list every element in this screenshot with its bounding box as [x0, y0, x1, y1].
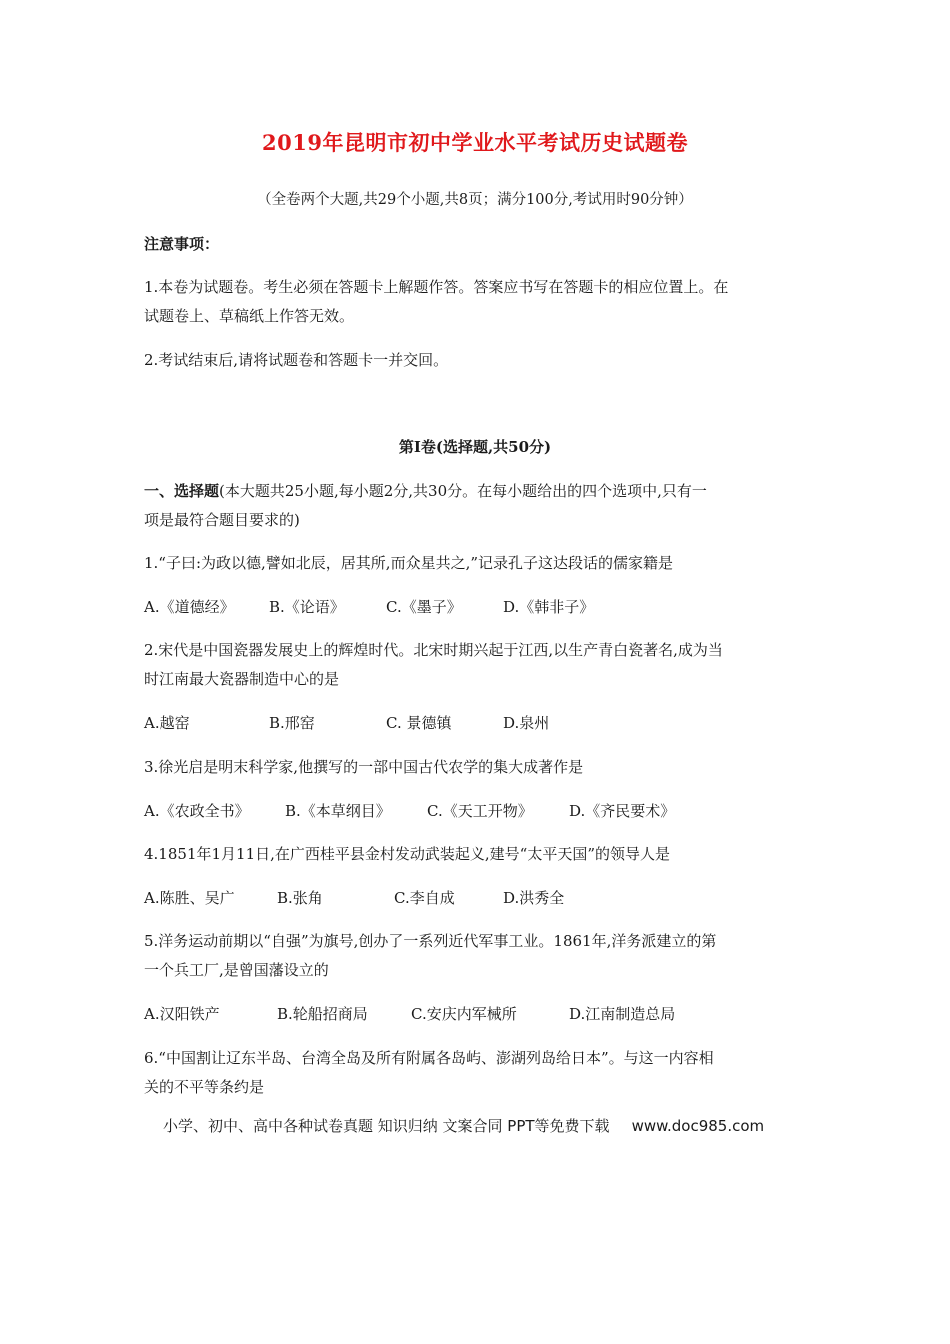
- question-2-stem-line-2: 时江南最大瓷器制造中心的是: [144, 670, 340, 688]
- question-5-stem-line-2: 一个兵工厂,是曾国藩设立的: [144, 961, 329, 979]
- footer-banner: [163, 1115, 764, 1136]
- notice-item-1-line-1: 1.本卷为试题卷。考生必须在答题卡上解题作答。答案应书写在答题卡的相应位置上。在: [144, 278, 729, 296]
- exam-subtitle: （全卷两个大题,共29个小题,共8页；满分100分,考试用时90分钟）: [257, 192, 693, 208]
- question-2-stem-line-1: 2.宋代是中国瓷器发展史上的辉煌时代。北宋时期兴起于江西,以生产青白瓷著名,成为当: [144, 641, 723, 659]
- question-3-stem: 3.徐光启是明末科学家,他撰写的一部中国古代农学的集大成著作是: [144, 758, 584, 776]
- exam-title: 2019年昆明市初中学业水平考试历史试题卷: [262, 130, 688, 155]
- question-2-option-b: B.邢窑: [269, 714, 315, 732]
- question-5-stem-line-1: 5.洋务运动前期以“自强”为旗号,创办了一系列近代军事工业。1861年,洋务派建立的第: [144, 932, 717, 950]
- question-3-option-c: C.《天工开物》: [427, 802, 533, 820]
- question-2-option-a: A.越窑: [144, 714, 190, 732]
- question-6-stem-line-2: 关的不平等条约是: [144, 1078, 265, 1096]
- footer-text: 小学、初中、高中各种试卷真题 知识归纳 文案合同 PPT等免费下载: [163, 1117, 610, 1135]
- part-desc: (本大题共25小题,每小题2分,共30分。在每小题给出的四个选项中,只有一: [219, 482, 707, 500]
- footer-url: www.doc985.com: [631, 1117, 765, 1135]
- question-5-option-d: D.江南制造总局: [569, 1005, 676, 1023]
- question-1-option-a: A.《道德经》: [144, 598, 235, 616]
- question-4-option-d: D.洪秀全: [503, 889, 565, 907]
- notice-heading: 注意事项：: [144, 235, 220, 253]
- question-1-option-d: D.《韩非子》: [503, 598, 595, 616]
- question-4-option-b: B.张角: [277, 889, 323, 907]
- question-1-option-b: B.《论语》: [269, 598, 345, 616]
- part-label: 一、选择题: [144, 482, 220, 500]
- notice-item-2: 2.考试结束后,请将试题卷和答题卡一并交回。: [144, 351, 449, 369]
- question-5-option-c: C.安庆内军械所: [411, 1005, 517, 1023]
- question-4-option-a: A.陈胜、吴广: [144, 889, 235, 907]
- question-4-stem: 4.1851年1月11日,在广西桂平县金村发动武装起义,建号“太平天国”的领导人是: [144, 845, 670, 863]
- question-2-option-d: D.泉州: [503, 714, 550, 732]
- question-1-option-c: C.《墨子》: [386, 598, 462, 616]
- question-3-option-b: B.《本草纲目》: [285, 802, 391, 820]
- part-intro-line-1: [144, 480, 707, 501]
- question-4-option-c: C.李自成: [394, 889, 455, 907]
- question-3-option-d: D.《齐民要术》: [569, 802, 676, 820]
- part-intro-line-2: 项是最符合题目要求的): [144, 511, 300, 529]
- question-5-option-b: B.轮船招商局: [277, 1005, 368, 1023]
- notice-item-1-line-2: 试题卷上、草稿纸上作答无效。: [144, 307, 355, 325]
- section-heading: 第Ⅰ卷(选择题,共50分): [398, 438, 552, 456]
- question-5-option-a: A.汉阳铁产: [144, 1005, 220, 1023]
- question-1-stem: 1.“子曰:为政以德,譬如北辰，居其所,而众星共之,”记录孔子这达段话的儒家籍是: [144, 554, 674, 572]
- question-2-option-c: C. 景德镇: [386, 714, 452, 732]
- question-3-option-a: A.《农政全书》: [144, 802, 250, 820]
- question-6-stem-line-1: 6.“中国割让辽东半岛、台湾全岛及所有附属各岛屿、澎湖列岛给日本”。与这一内容相: [144, 1049, 714, 1067]
